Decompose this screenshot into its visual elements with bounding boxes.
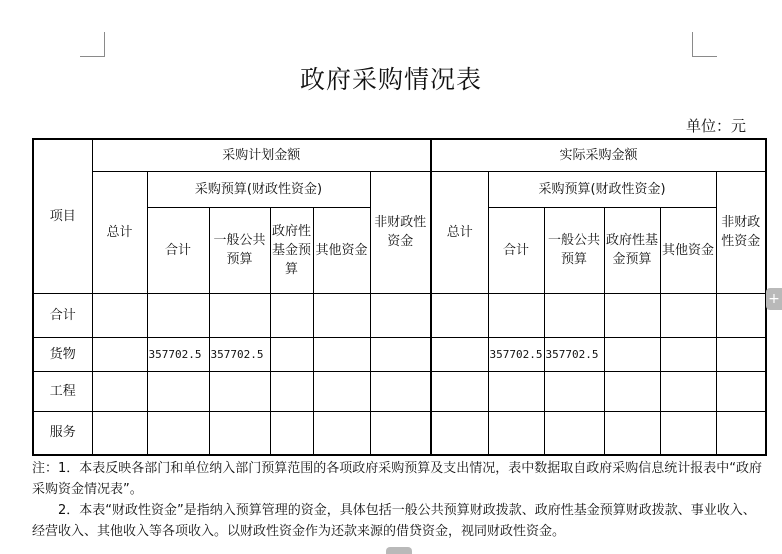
table-cell — [147, 371, 209, 411]
row-label: 货物 — [33, 337, 92, 371]
crop-mark-top-right — [692, 32, 717, 57]
header-actual-budget: 采购预算(财政性资金) — [488, 171, 716, 207]
table-cell — [147, 411, 209, 455]
table-cell — [544, 371, 604, 411]
table-cell — [431, 293, 488, 337]
table-cell — [270, 337, 313, 371]
table-cell — [716, 293, 766, 337]
table-row — [33, 371, 766, 411]
table-cell — [488, 293, 544, 337]
table-cell — [488, 411, 544, 455]
table-cell — [270, 371, 313, 411]
note-1: 注：1．本表反映各部门和单位纳入部门预算范围的各项政府采购预算及支出情况，表中数据取自政府采购信息统计报表中“政府采购资金情况表”。 — [32, 461, 763, 497]
row-label: 合计 — [33, 293, 92, 337]
table-cell — [313, 411, 370, 455]
table-cell — [604, 337, 660, 371]
table-cell — [270, 411, 313, 455]
note-2: 2．本表“财政性资金”是指纳入预算管理的资金，具体包括一般公共预算财政拨款、政府性基金预算财政拨款、事业收入、经营收入、其他收入等各项收入。以财政性资金作为还款来源的借贷资金，视同财政性资金。 — [32, 503, 756, 539]
row-label: 服务 — [33, 411, 92, 455]
table-cell: 357702.5 — [209, 337, 270, 371]
header-actual-non-fiscal: 非财政性资金 — [716, 171, 766, 293]
table-cell — [431, 337, 488, 371]
table-cell: 357702.5 — [147, 337, 209, 371]
header-plan-amount: 采购计划金额 — [92, 139, 431, 171]
header-actual-fund: 政府性基金预算 — [604, 207, 660, 293]
table-cell — [716, 371, 766, 411]
header-actual-general: 一般公共预算 — [544, 207, 604, 293]
table-cell — [313, 293, 370, 337]
procurement-table — [32, 138, 767, 456]
table-cell: 357702.5 — [488, 337, 544, 371]
table-cell — [660, 371, 716, 411]
row-label: 工程 — [33, 371, 92, 411]
table-cell — [604, 293, 660, 337]
table-cell — [716, 411, 766, 455]
table-cell — [92, 411, 147, 455]
table-cell — [270, 293, 313, 337]
table-cell — [544, 411, 604, 455]
header-plan-non-fiscal: 非财政性资金 — [370, 171, 431, 293]
table-cell — [147, 293, 209, 337]
table-cell — [660, 411, 716, 455]
header-actual-sum: 合计 — [488, 207, 544, 293]
table-row — [33, 337, 766, 371]
table-cell — [92, 337, 147, 371]
table-cell — [209, 411, 270, 455]
table-cell — [488, 371, 544, 411]
table-cell — [604, 371, 660, 411]
crop-mark-top-left — [80, 32, 105, 57]
table-cell — [209, 293, 270, 337]
table-cell — [431, 411, 488, 455]
table-cell — [660, 293, 716, 337]
table-cell — [660, 337, 716, 371]
header-actual-total: 总计 — [431, 171, 488, 293]
header-plan-other: 其他资金 — [313, 207, 370, 293]
table-cell — [92, 371, 147, 411]
header-plan-sum: 合计 — [147, 207, 209, 293]
table-row — [33, 293, 766, 337]
table-cell — [370, 411, 431, 455]
plus-icon[interactable]: + — [766, 288, 782, 310]
header-actual-amount: 实际采购金额 — [431, 139, 766, 171]
notes — [32, 458, 764, 542]
table-cell — [716, 337, 766, 371]
header-actual-other: 其他资金 — [660, 207, 716, 293]
header-plan-budget: 采购预算(财政性资金) — [147, 171, 370, 207]
table-cell — [92, 293, 147, 337]
table-cell: 357702.5 — [544, 337, 604, 371]
table-cell — [431, 371, 488, 411]
document-title: 政府采购情况表 — [299, 65, 482, 94]
header-plan-general: 一般公共预算 — [209, 207, 270, 293]
table-row — [33, 411, 766, 455]
table-cell — [544, 293, 604, 337]
table-cell — [209, 371, 270, 411]
table-cell — [370, 371, 431, 411]
header-item: 项目 — [33, 139, 92, 293]
table-resize-handle[interactable] — [386, 547, 412, 554]
header-plan-total: 总计 — [92, 171, 147, 293]
header-plan-fund: 政府性基金预算 — [270, 207, 313, 293]
table-cell — [370, 293, 431, 337]
unit-label: 单位：元 — [685, 117, 746, 135]
table-cell — [313, 371, 370, 411]
table-cell — [313, 337, 370, 371]
table-cell — [370, 337, 431, 371]
table-cell — [604, 411, 660, 455]
